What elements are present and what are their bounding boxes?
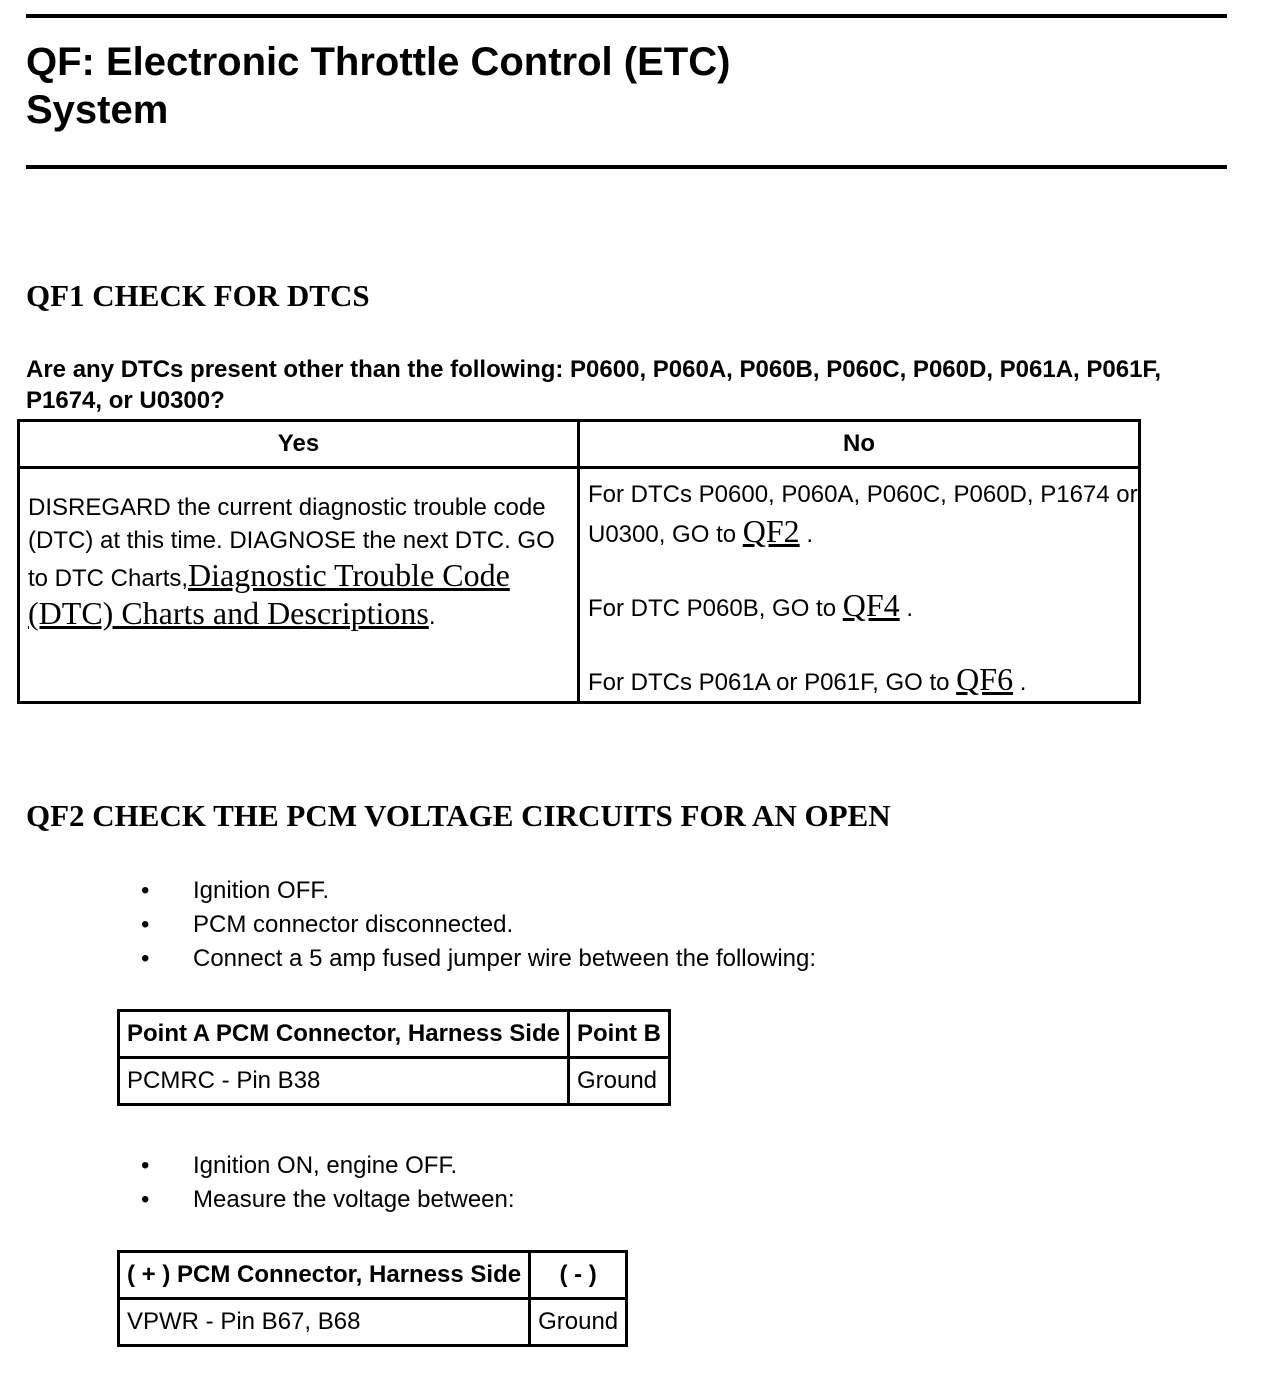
no-option-qf2-period: .: [806, 521, 813, 548]
qf2-steps-list-1: [118, 874, 816, 976]
title-divider: [26, 165, 1227, 169]
step-item: • Ignition OFF.: [193, 874, 816, 908]
yes-cell-text: [20, 469, 577, 633]
table-row: [119, 1299, 627, 1346]
page-title-line2: System: [26, 88, 169, 132]
step-item: • Ignition ON, engine OFF.: [193, 1149, 515, 1183]
no-option-qf4: [580, 553, 1138, 627]
no-header: No: [579, 421, 1140, 468]
no-option-qf4-period: .: [906, 595, 913, 622]
negative-header: ( - ): [530, 1252, 627, 1299]
step-item: • Measure the voltage between:: [193, 1183, 515, 1217]
no-option-qf2: [580, 469, 1138, 553]
qf1-header-row: [19, 421, 1140, 468]
step-item: • Connect a 5 amp fused jumper wire between the following:: [193, 942, 816, 976]
table-header-row: [119, 1011, 670, 1058]
table-row: [119, 1058, 670, 1105]
dtc-charts-link[interactable]: Diagnostic Trouble Code (DTC) Charts and Descriptions: [28, 557, 510, 631]
jumper-connection-table: [117, 1009, 671, 1106]
voltage-measurement-table: [117, 1250, 628, 1347]
yes-period: .: [428, 603, 436, 630]
yes-instruction: DISREGARD the current diagnostic trouble code (DTC) at this time. DIAGNOSE the next DTC. GO to DTC Charts,: [28, 494, 555, 592]
table-header-row: [119, 1252, 627, 1299]
point-a-header: Point A PCM Connector, Harness Side: [119, 1011, 569, 1058]
point-a-value: PCMRC - Pin B38: [119, 1058, 569, 1105]
qf1-body-row: [19, 468, 1140, 703]
yes-header: Yes: [19, 421, 579, 468]
negative-value: Ground: [530, 1299, 627, 1346]
positive-value: VPWR - Pin B67, B68: [119, 1299, 530, 1346]
qf6-link[interactable]: QF6: [956, 661, 1014, 697]
no-option-qf4-text: For DTC P060B, GO to: [588, 595, 837, 622]
no-option-qf2-text: For DTCs P0600, P060A, P060C, P060D, P1674 or U0300, GO to: [588, 481, 1138, 548]
no-cell: [579, 468, 1140, 703]
point-b-value: Ground: [568, 1058, 669, 1105]
qf2-heading: QF2 CHECK THE PCM VOLTAGE CIRCUITS FOR AN OPEN: [26, 798, 891, 833]
positive-header: ( + ) PCM Connector, Harness Side: [119, 1252, 530, 1299]
qf1-heading: QF1 CHECK FOR DTCS: [26, 278, 370, 313]
yes-cell: [19, 468, 579, 703]
step-item: • PCM connector disconnected.: [193, 908, 816, 942]
qf4-link[interactable]: QF4: [842, 587, 900, 623]
qf1-question: Are any DTCs present other than the following: P0600, P060A, P060B, P060C, P060D, P061A, P061F, P1674, or U0300?: [26, 356, 1162, 414]
qf2-steps-list-2: [118, 1149, 515, 1217]
page-title-line1: QF: Electronic Throttle Control (ETC): [26, 40, 731, 84]
qf2-link[interactable]: QF2: [742, 513, 800, 549]
page-title: [26, 38, 730, 134]
qf1-decision-table: [17, 419, 1141, 704]
no-option-qf6-period: .: [1019, 669, 1027, 696]
no-option-qf6: [580, 627, 1138, 701]
top-divider: [26, 14, 1227, 18]
no-option-qf6-text: For DTCs P061A or P061F, GO to: [588, 669, 950, 696]
point-b-header: Point B: [568, 1011, 669, 1058]
